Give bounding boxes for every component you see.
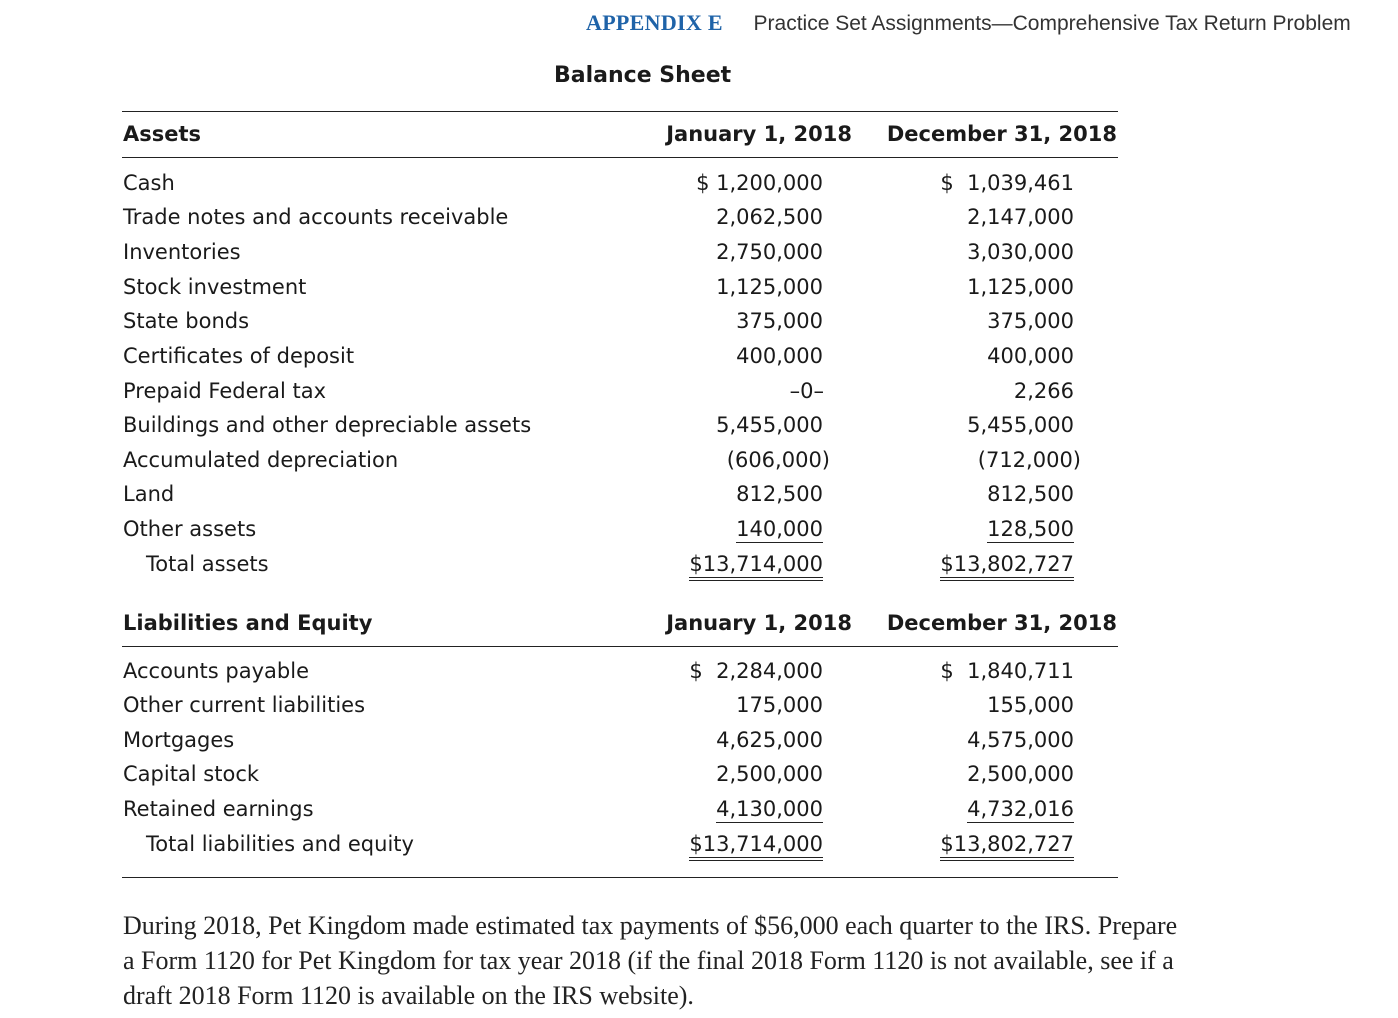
table-row xyxy=(0,240,1398,270)
liabilities-heading: Liabilities and Equity xyxy=(123,611,373,635)
row-value-jan: $ 2,284,000 xyxy=(689,659,823,683)
row-value-jan: 140,000 xyxy=(736,517,823,541)
assets-col1-heading: January 1, 2018 xyxy=(666,122,852,146)
table-row xyxy=(0,762,1398,792)
row-value-dec: 812,500 xyxy=(987,482,1074,506)
row-value-dec: 2,500,000 xyxy=(967,762,1074,786)
table-row xyxy=(0,448,1398,478)
row-value-jan: 2,062,500 xyxy=(716,205,823,229)
row-value-dec: 2,147,000 xyxy=(967,205,1074,229)
row-value-jan: 2,750,000 xyxy=(716,240,823,264)
appendix-label: APPENDIX E xyxy=(586,10,723,35)
table-row xyxy=(0,659,1398,689)
row-value-dec: 128,500 xyxy=(987,517,1074,541)
row-value-jan: 4,130,000 xyxy=(716,797,823,821)
total-liabilities-dec: $13,802,727 xyxy=(940,832,1074,861)
row-label: Mortgages xyxy=(123,728,235,752)
assets-heading: Assets xyxy=(123,122,202,146)
row-label: Land xyxy=(123,482,175,506)
row-label: Other current liabilities xyxy=(123,693,366,717)
row-value-dec: 155,000 xyxy=(987,693,1074,717)
top-rule xyxy=(122,111,1118,112)
row-label: Retained earnings xyxy=(123,797,314,821)
row-value-dec: $ 1,840,711 xyxy=(940,659,1074,683)
row-value-dec: 5,455,000 xyxy=(967,413,1074,437)
table-row xyxy=(0,275,1398,305)
row-value-jan: 2,500,000 xyxy=(716,762,823,786)
row-value-jan: (606,000) xyxy=(726,448,830,472)
row-value-dec: 1,125,000 xyxy=(967,275,1074,299)
table-row xyxy=(0,309,1398,339)
row-label: Stock investment xyxy=(123,275,307,299)
row-value-dec: 2,266 xyxy=(1013,379,1074,403)
table-row xyxy=(0,379,1398,409)
table-row xyxy=(0,344,1398,374)
row-value-dec: (712,000) xyxy=(977,448,1081,472)
liabilities-header-row xyxy=(0,611,1398,641)
bottom-rule xyxy=(122,877,1118,878)
row-value-dec: 4,732,016 xyxy=(967,797,1074,821)
row-value-jan: 175,000 xyxy=(736,693,823,717)
table-row xyxy=(0,797,1398,827)
total-assets-jan: $13,714,000 xyxy=(689,552,823,581)
table-row xyxy=(0,693,1398,723)
total-liabilities-label: Total liabilities and equity xyxy=(146,832,414,856)
row-label: Capital stock xyxy=(123,762,260,786)
row-value-jan: 4,625,000 xyxy=(716,728,823,752)
row-value-jan: –0– xyxy=(789,379,824,403)
row-value-jan: 375,000 xyxy=(736,309,823,333)
row-value-dec: $ 1,039,461 xyxy=(940,171,1074,195)
row-label: Accumulated depreciation xyxy=(123,448,399,472)
balance-sheet-title: Balance Sheet xyxy=(554,63,732,88)
table-row xyxy=(0,728,1398,758)
row-label: Inventories xyxy=(123,240,241,264)
total-assets-label: Total assets xyxy=(146,552,269,576)
row-value-jan: 5,455,000 xyxy=(716,413,823,437)
row-label: Cash xyxy=(123,171,175,195)
liabilities-col2-heading: December 31, 2018 xyxy=(886,611,1117,635)
table-row xyxy=(0,517,1398,547)
row-value-dec: 375,000 xyxy=(987,309,1074,333)
instruction-paragraph: During 2018, Pet Kingdom made estimated tax payments of $56,000 each quarter to the IRS. Prepare a Form 1120 for Pet Kingdom for tax year 2018 (if the final 2018 Form 1120 is not available, see if a draft 2018 Form 1120 is available on the IRS website). xyxy=(123,911,1178,1010)
total-liabilities-jan: $13,714,000 xyxy=(689,832,823,861)
liabilities-col1-heading: January 1, 2018 xyxy=(666,611,852,635)
page-header xyxy=(586,10,1351,36)
row-label: Trade notes and accounts receivable xyxy=(123,205,509,229)
row-value-dec: 400,000 xyxy=(987,344,1074,368)
header-title: Practice Set Assignments—Comprehensive Tax Return Problem xyxy=(753,12,1351,35)
row-value-jan: 812,500 xyxy=(736,482,823,506)
total-row xyxy=(0,832,1398,862)
row-value-jan: 400,000 xyxy=(736,344,823,368)
row-label: Certificates of deposit xyxy=(123,344,355,368)
assets-header-rule xyxy=(122,157,1118,158)
table-row xyxy=(0,482,1398,512)
assets-col2-heading: December 31, 2018 xyxy=(886,122,1117,146)
total-row xyxy=(0,552,1398,582)
table-row xyxy=(0,413,1398,443)
row-value-dec: 3,030,000 xyxy=(967,240,1074,264)
row-label: Accounts payable xyxy=(123,659,309,683)
total-assets-dec: $13,802,727 xyxy=(940,552,1074,581)
row-value-dec: 4,575,000 xyxy=(967,728,1074,752)
liabilities-header-rule xyxy=(122,646,1118,647)
assets-header-row xyxy=(0,122,1398,152)
row-value-jan: $ 1,200,000 xyxy=(696,171,823,195)
row-label: Other assets xyxy=(123,517,257,541)
row-label: Buildings and other depreciable assets xyxy=(123,413,532,437)
table-row xyxy=(0,205,1398,235)
row-label: Prepaid Federal tax xyxy=(123,379,327,403)
row-value-jan: 1,125,000 xyxy=(716,275,823,299)
row-label: State bonds xyxy=(123,309,250,333)
table-row xyxy=(0,171,1398,201)
